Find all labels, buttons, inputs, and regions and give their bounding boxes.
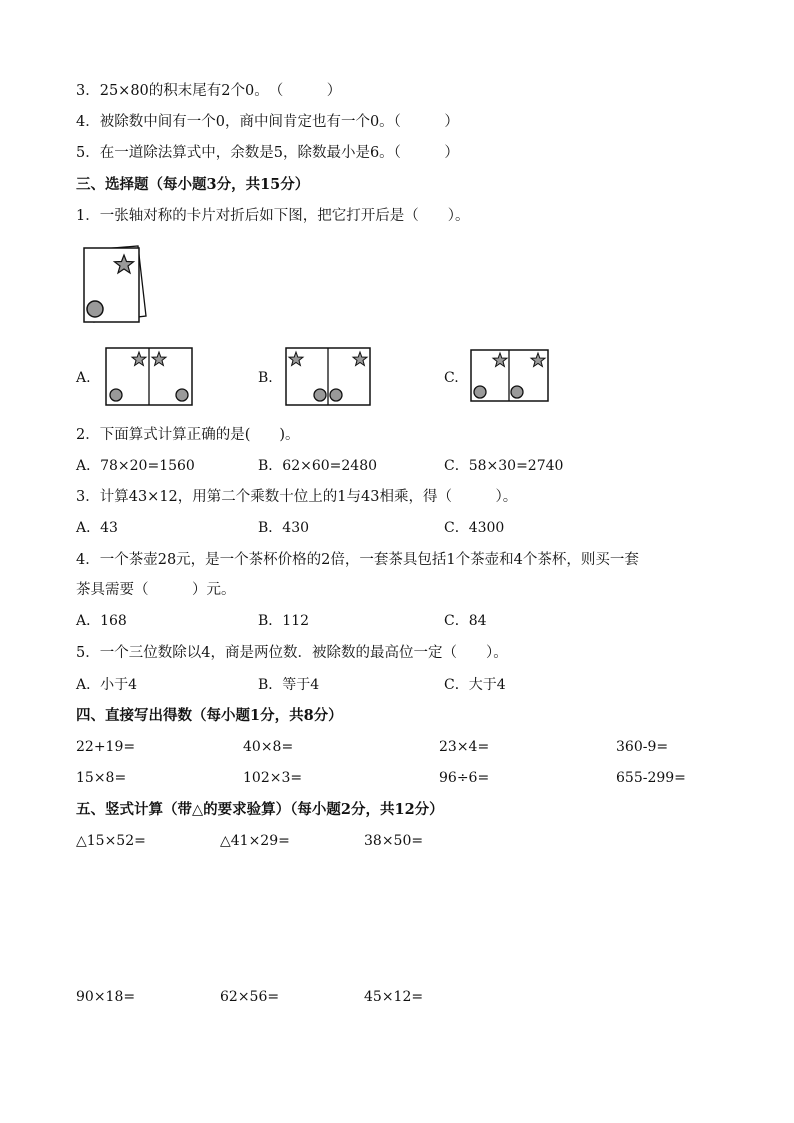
oral-calc-item: 655-299= [616, 770, 686, 786]
q3-text: 3．计算43×12，用第二个乘数十位上的1与43相乘，得（ ）。 [76, 489, 518, 505]
q1-option-c-label[interactable]: C. [444, 370, 459, 386]
circle-icon [330, 389, 342, 401]
vertical-calc-item: △41×29= [220, 833, 290, 849]
q4-option-a[interactable]: A．168 [76, 613, 127, 629]
section3-heading: 三、选择题（每小题3分，共15分） [76, 176, 310, 193]
vertical-calc-item: 38×50= [364, 833, 424, 849]
q1-option-a-figure[interactable] [105, 347, 193, 407]
circle-icon [474, 386, 486, 398]
q1-text: 1．一张轴对称的卡片对折后如下图，把它打开后是（ ）。 [76, 208, 470, 224]
oral-calc-item: 22+19= [76, 739, 136, 755]
q2-option-a[interactable]: A．78×20=1560 [76, 458, 195, 474]
q3-option-b[interactable]: B．430 [258, 520, 310, 536]
q1-option-a-label[interactable]: A. [76, 370, 91, 386]
oral-calc-item: 102×3= [243, 770, 303, 786]
q5-text: 5．一个三位数除以4，商是两位数．被除数的最高位一定（ ）。 [76, 645, 508, 661]
folded-card-figure [82, 244, 152, 326]
q2-option-b[interactable]: B．62×60=2480 [258, 458, 378, 474]
q4-text-line1: 4．一个茶壶28元，是一个茶杯价格的2倍，一套茶具包括1个茶壶和4个茶杯，则买一套 [76, 552, 639, 568]
judgement-item-3: 3．25×80的积末尾有2个0。 （ ） [76, 83, 342, 99]
vertical-calc-item: △15×52= [76, 833, 146, 849]
vertical-calc-item: 90×18= [76, 989, 136, 1005]
q3-option-a[interactable]: A．43 [76, 520, 118, 536]
q3-option-c[interactable]: C．4300 [444, 520, 505, 536]
q4-option-b[interactable]: B．112 [258, 613, 310, 629]
q5-option-a[interactable]: A．小于4 [76, 677, 138, 693]
circle-icon [176, 389, 188, 401]
q1-option-c-figure[interactable] [470, 349, 550, 403]
q4-text-line2: 茶具需要（ ）元。 [76, 582, 236, 598]
vertical-calc-item: 45×12= [364, 989, 424, 1005]
circle-icon [511, 386, 523, 398]
circle-icon [110, 389, 122, 401]
oral-calc-item: 96÷6= [439, 770, 490, 786]
section5-heading: 五、竖式计算（带△的要求验算）（每小题2分，共12分） [76, 801, 444, 818]
section4-heading: 四、直接写出得数（每小题1分，共8分） [76, 707, 343, 724]
circle-icon [87, 301, 103, 317]
judgement-item-5: 5．在一道除法算式中，余数是5，除数最小是6。（ ） [76, 145, 459, 161]
q1-option-b-figure[interactable] [285, 347, 371, 407]
q5-option-b[interactable]: B．等于4 [258, 677, 320, 693]
circle-icon [314, 389, 326, 401]
oral-calc-item: 23×4= [439, 739, 490, 755]
oral-calc-item: 15×8= [76, 770, 127, 786]
q1-option-b-label[interactable]: B. [258, 370, 273, 386]
q5-option-c[interactable]: C．大于4 [444, 677, 506, 693]
vertical-calc-item: 62×56= [220, 989, 280, 1005]
q4-option-c[interactable]: C．84 [444, 613, 487, 629]
q2-text: 2．下面算式计算正确的是( )。 [76, 427, 300, 443]
judgement-item-4: 4．被除数中间有一个0，商中间肯定也有一个0。（ ） [76, 114, 459, 130]
q2-option-c[interactable]: C．58×30=2740 [444, 458, 564, 474]
oral-calc-item: 360-9= [616, 739, 669, 755]
oral-calc-item: 40×8= [243, 739, 294, 755]
